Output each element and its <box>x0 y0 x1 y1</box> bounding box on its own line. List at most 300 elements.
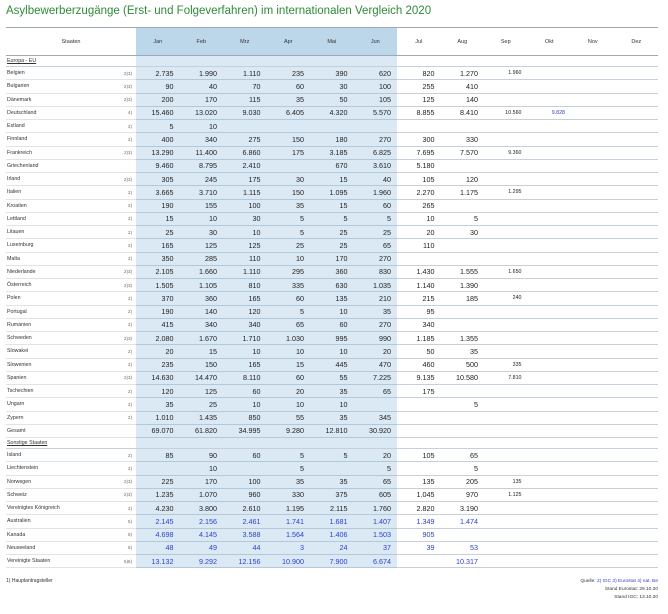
value-cell <box>528 305 572 318</box>
value-cell: 7.570 <box>441 146 485 159</box>
value-cell: 10 <box>267 398 311 411</box>
value-cell <box>571 358 615 371</box>
value-cell: 15 <box>180 345 224 358</box>
value-cell <box>484 226 528 239</box>
footnote-marker: 2) <box>118 292 136 305</box>
value-cell: 65 <box>267 318 311 331</box>
value-cell: 2.461 <box>223 515 267 528</box>
value-cell: 235 <box>136 358 180 371</box>
value-cell: 2.270 <box>397 186 441 199</box>
value-cell <box>528 120 572 133</box>
table-row <box>6 146 658 159</box>
value-cell: 1.125 <box>484 488 528 501</box>
value-cell: 25 <box>136 226 180 239</box>
value-cell <box>571 449 615 462</box>
value-cell: 61.820 <box>180 424 224 437</box>
value-cell: 150 <box>267 133 311 146</box>
value-cell <box>571 371 615 384</box>
value-cell <box>571 541 615 554</box>
value-cell: 360 <box>310 265 354 278</box>
value-cell: 5 <box>441 398 485 411</box>
value-cell: 445 <box>310 358 354 371</box>
value-cell <box>615 133 659 146</box>
value-cell <box>484 318 528 331</box>
section-cell <box>615 438 659 449</box>
footnote-marker: 2)3) <box>118 488 136 501</box>
country-name: Litauen <box>6 226 118 239</box>
country-name: Tschechien <box>6 385 118 398</box>
value-cell <box>571 93 615 106</box>
value-cell: 270 <box>354 133 398 146</box>
country-name: Rumänien <box>6 318 118 331</box>
country-name: Lettland <box>6 212 118 225</box>
value-cell: 30 <box>267 173 311 186</box>
value-cell: 1.960 <box>484 67 528 80</box>
value-cell: 5 <box>136 120 180 133</box>
value-cell: 34.995 <box>223 424 267 437</box>
footnote-marker: 4) <box>118 106 136 119</box>
value-cell: 1.195 <box>267 502 311 515</box>
value-cell <box>528 93 572 106</box>
value-cell: 3.800 <box>180 502 224 515</box>
country-name: Schweden <box>6 332 118 345</box>
value-cell: 20 <box>397 226 441 239</box>
footnote-marker: 2) <box>118 385 136 398</box>
value-cell: 1.175 <box>441 186 485 199</box>
table-row <box>6 292 658 305</box>
value-cell: 8.795 <box>180 159 224 172</box>
country-name: Vereinigte Staaten <box>6 555 118 568</box>
value-cell: 30.920 <box>354 424 398 437</box>
value-cell: 3.665 <box>136 186 180 199</box>
value-cell <box>528 292 572 305</box>
value-cell <box>615 252 659 265</box>
value-cell <box>354 398 398 411</box>
value-cell <box>484 345 528 358</box>
header-month: Jan <box>136 28 180 56</box>
section-cell <box>136 438 180 449</box>
value-cell: 1.095 <box>310 186 354 199</box>
value-cell <box>615 199 659 212</box>
value-cell: 135 <box>310 292 354 305</box>
value-cell: 990 <box>354 332 398 345</box>
value-cell <box>484 424 528 437</box>
footnote-marker: 2) <box>118 318 136 331</box>
value-cell <box>397 555 441 568</box>
section-cell <box>310 56 354 67</box>
value-cell: 100 <box>354 80 398 93</box>
value-cell <box>571 159 615 172</box>
value-cell: 14.470 <box>180 371 224 384</box>
value-cell: 30 <box>441 226 485 239</box>
value-cell: 65 <box>354 475 398 488</box>
footnote-marker: 2) <box>118 398 136 411</box>
value-cell: 48 <box>136 541 180 554</box>
value-cell: 69.070 <box>136 424 180 437</box>
footnote-marker: 2) <box>118 462 136 475</box>
country-name: Malta <box>6 252 118 265</box>
table-row <box>6 488 658 501</box>
section-cell <box>267 438 311 449</box>
table-row <box>6 133 658 146</box>
header-row <box>6 28 658 56</box>
value-cell <box>615 502 659 515</box>
value-cell <box>528 371 572 384</box>
value-cell: 1.681 <box>310 515 354 528</box>
value-cell <box>571 199 615 212</box>
value-cell: 10 <box>180 462 224 475</box>
value-cell: 1.185 <box>397 332 441 345</box>
value-cell <box>615 332 659 345</box>
footnote-marker: 2) <box>118 133 136 146</box>
value-cell <box>484 515 528 528</box>
section-label: Sonstige Staaten <box>6 438 136 449</box>
value-cell <box>528 186 572 199</box>
value-cell: 4.230 <box>136 502 180 515</box>
value-cell <box>484 133 528 146</box>
value-cell <box>571 265 615 278</box>
value-cell: 2.105 <box>136 265 180 278</box>
value-cell <box>571 252 615 265</box>
value-cell: 270 <box>354 252 398 265</box>
value-cell: 820 <box>397 67 441 80</box>
country-name: Polen <box>6 292 118 305</box>
section-cell <box>354 56 398 67</box>
value-cell: 115 <box>223 93 267 106</box>
value-cell: 60 <box>223 449 267 462</box>
value-cell: 235 <box>267 67 311 80</box>
page-title: Asylbewerberzugänge (Erst- und Folgeverfahren) im internationalen Vergleich 2020 <box>6 5 432 17</box>
country-name: Neuseeland <box>6 541 118 554</box>
value-cell: 7.810 <box>484 371 528 384</box>
value-cell <box>615 528 659 541</box>
value-cell: 8.855 <box>397 106 441 119</box>
source-label: Quelle: <box>580 579 596 584</box>
value-cell: 175 <box>397 385 441 398</box>
value-cell <box>571 226 615 239</box>
value-cell: 15 <box>267 358 311 371</box>
value-cell: 415 <box>136 318 180 331</box>
value-cell <box>528 67 572 80</box>
table-row <box>6 305 658 318</box>
value-cell <box>441 424 485 437</box>
value-cell <box>615 475 659 488</box>
value-cell <box>615 305 659 318</box>
table-row <box>6 93 658 106</box>
footnote-marker: 2)3) <box>118 265 136 278</box>
value-cell <box>615 146 659 159</box>
value-cell: 10 <box>223 226 267 239</box>
value-cell <box>484 239 528 252</box>
value-cell: 190 <box>136 305 180 318</box>
value-cell: 35 <box>441 345 485 358</box>
value-cell: 205 <box>441 475 485 488</box>
value-cell <box>528 541 572 554</box>
country-name: Bulgarien <box>6 80 118 93</box>
value-cell: 850 <box>223 411 267 424</box>
value-cell: 10 <box>310 398 354 411</box>
table-row <box>6 199 658 212</box>
value-cell: 1.110 <box>223 265 267 278</box>
value-cell: 9.030 <box>223 106 267 119</box>
value-cell: 135 <box>397 475 441 488</box>
value-cell: 53 <box>441 541 485 554</box>
country-name: Ungarn <box>6 398 118 411</box>
value-cell <box>484 212 528 225</box>
header-month: Mai <box>310 28 354 56</box>
value-cell <box>441 159 485 172</box>
value-cell: 340 <box>180 318 224 331</box>
value-cell: 165 <box>136 239 180 252</box>
value-cell: 335 <box>267 279 311 292</box>
value-cell: 20 <box>354 449 398 462</box>
value-cell: 2.410 <box>223 159 267 172</box>
value-cell: 3.190 <box>441 502 485 515</box>
footnote-marker <box>118 159 136 172</box>
value-cell: 1.110 <box>223 67 267 80</box>
value-cell: 60 <box>267 80 311 93</box>
footnote-marker: 2) <box>118 226 136 239</box>
country-name: Österreich <box>6 279 118 292</box>
value-cell: 1.555 <box>441 265 485 278</box>
header-month: Feb <box>180 28 224 56</box>
country-name: Liechtenstein <box>6 462 118 475</box>
value-cell: 50 <box>310 93 354 106</box>
value-cell <box>571 475 615 488</box>
value-cell <box>615 239 659 252</box>
footnote-marker: 2) <box>118 345 136 358</box>
value-cell: 1.741 <box>267 515 311 528</box>
value-cell: 35 <box>267 475 311 488</box>
value-cell: 8.110 <box>223 371 267 384</box>
table-row <box>6 449 658 462</box>
value-cell <box>571 385 615 398</box>
value-cell <box>441 528 485 541</box>
value-cell: 140 <box>180 305 224 318</box>
value-cell <box>484 385 528 398</box>
value-cell: 100 <box>223 475 267 488</box>
value-cell: 5 <box>354 462 398 475</box>
value-cell: 1.505 <box>136 279 180 292</box>
table-row <box>6 555 658 568</box>
country-name: Finnland <box>6 133 118 146</box>
value-cell <box>615 173 659 186</box>
value-cell: 210 <box>354 292 398 305</box>
value-cell: 960 <box>223 488 267 501</box>
value-cell: 65 <box>354 239 398 252</box>
section-cell <box>528 438 572 449</box>
value-cell: 140 <box>441 93 485 106</box>
value-cell: 25 <box>354 226 398 239</box>
value-cell: 60 <box>223 385 267 398</box>
value-cell <box>528 159 572 172</box>
value-cell: 670 <box>310 159 354 172</box>
value-cell: 120 <box>441 173 485 186</box>
value-cell: 105 <box>397 449 441 462</box>
footnote-marker: 5) <box>118 541 136 554</box>
value-cell: 5 <box>354 212 398 225</box>
section-cell <box>441 56 485 67</box>
value-cell: 10.560 <box>484 106 528 119</box>
value-cell <box>484 528 528 541</box>
value-cell: 620 <box>354 67 398 80</box>
value-cell: 5 <box>441 462 485 475</box>
value-cell: 13.020 <box>180 106 224 119</box>
value-cell <box>484 93 528 106</box>
value-cell: 15 <box>310 173 354 186</box>
source-block <box>580 578 658 602</box>
footnote-marker: 2)3) <box>118 67 136 80</box>
value-cell <box>528 488 572 501</box>
value-cell: 1.435 <box>180 411 224 424</box>
value-cell <box>615 292 659 305</box>
value-cell: 110 <box>223 252 267 265</box>
value-cell: 410 <box>441 80 485 93</box>
value-cell: 10 <box>267 252 311 265</box>
value-cell: 340 <box>180 133 224 146</box>
table-row <box>6 528 658 541</box>
table-row <box>6 226 658 239</box>
value-cell: 65 <box>441 449 485 462</box>
value-cell <box>615 226 659 239</box>
footnote-marker: 5)6) <box>118 555 136 568</box>
value-cell: 5 <box>310 212 354 225</box>
value-cell: 810 <box>223 279 267 292</box>
value-cell <box>615 318 659 331</box>
value-cell: 275 <box>223 133 267 146</box>
value-cell: 20 <box>354 345 398 358</box>
value-cell: 10 <box>397 212 441 225</box>
value-cell: 215 <box>397 292 441 305</box>
value-cell: 6.825 <box>354 146 398 159</box>
value-cell: 35 <box>310 385 354 398</box>
value-cell <box>571 555 615 568</box>
value-cell <box>223 462 267 475</box>
value-cell: 1.070 <box>180 488 224 501</box>
value-cell: 24 <box>310 541 354 554</box>
footnote-marker: 2) <box>118 502 136 515</box>
value-cell: 180 <box>310 133 354 146</box>
value-cell: 9.280 <box>267 424 311 437</box>
table-row <box>6 67 658 80</box>
section-cell <box>441 438 485 449</box>
footnote-marker: 2) <box>118 305 136 318</box>
value-cell: 1.660 <box>180 265 224 278</box>
table-row <box>6 358 658 371</box>
value-cell: 1.670 <box>180 332 224 345</box>
value-cell: 240 <box>484 292 528 305</box>
value-cell: 10 <box>310 345 354 358</box>
value-cell: 49 <box>180 541 224 554</box>
value-cell: 4.320 <box>310 106 354 119</box>
value-cell <box>528 475 572 488</box>
value-cell <box>484 555 528 568</box>
table-row <box>6 371 658 384</box>
value-cell: 9.360 <box>484 146 528 159</box>
value-cell: 1.407 <box>354 515 398 528</box>
value-cell: 2.610 <box>223 502 267 515</box>
value-cell <box>484 279 528 292</box>
footnote-marker: 2) <box>118 186 136 199</box>
value-cell: 1.564 <box>267 528 311 541</box>
value-cell: 165 <box>223 358 267 371</box>
value-cell <box>615 358 659 371</box>
value-cell <box>441 318 485 331</box>
value-cell: 390 <box>310 67 354 80</box>
value-cell: 10 <box>267 345 311 358</box>
value-cell: 175 <box>223 173 267 186</box>
value-cell: 30 <box>310 80 354 93</box>
value-cell: 5.180 <box>397 159 441 172</box>
value-cell: 120 <box>223 305 267 318</box>
value-cell <box>615 212 659 225</box>
value-cell: 340 <box>223 318 267 331</box>
value-cell: 125 <box>397 93 441 106</box>
value-cell: 1.035 <box>354 279 398 292</box>
value-cell: 5.570 <box>354 106 398 119</box>
value-cell <box>615 371 659 384</box>
value-cell: 1.760 <box>354 502 398 515</box>
value-cell <box>571 106 615 119</box>
value-cell: 100 <box>223 199 267 212</box>
value-cell: 95 <box>397 305 441 318</box>
value-cell <box>484 159 528 172</box>
value-cell <box>571 133 615 146</box>
value-cell: 4.698 <box>136 528 180 541</box>
value-cell: 90 <box>136 80 180 93</box>
header-month: Mrz <box>223 28 267 56</box>
value-cell <box>528 462 572 475</box>
asylum-table-container <box>6 27 658 568</box>
value-cell <box>397 424 441 437</box>
value-cell <box>528 199 572 212</box>
table-row <box>6 265 658 278</box>
value-cell: 375 <box>310 488 354 501</box>
value-cell: 10.900 <box>267 555 311 568</box>
value-cell: 10.580 <box>441 371 485 384</box>
value-cell <box>441 385 485 398</box>
header-month: Aug <box>441 28 485 56</box>
country-name: Island <box>6 449 118 462</box>
header-month: Nov <box>571 28 615 56</box>
value-cell: 10 <box>180 212 224 225</box>
country-name: Vereinigtes Königreich <box>6 502 118 515</box>
value-cell: 1.650 <box>484 265 528 278</box>
footnote-marker: 2)3) <box>118 279 136 292</box>
value-cell: 175 <box>267 146 311 159</box>
header-month: Jul <box>397 28 441 56</box>
section-cell <box>223 56 267 67</box>
value-cell: 60 <box>310 318 354 331</box>
value-cell: 7.900 <box>310 555 354 568</box>
value-cell <box>615 555 659 568</box>
value-cell <box>441 239 485 252</box>
footnote-marker: 5) <box>118 528 136 541</box>
value-cell: 1.474 <box>441 515 485 528</box>
value-cell: 1.270 <box>441 67 485 80</box>
value-cell <box>528 146 572 159</box>
value-cell: 245 <box>180 173 224 186</box>
value-cell: 6.860 <box>223 146 267 159</box>
country-name: Irland <box>6 173 118 186</box>
value-cell: 25 <box>267 239 311 252</box>
value-cell: 60 <box>267 292 311 305</box>
value-cell: 1.010 <box>136 411 180 424</box>
value-cell: 1.960 <box>354 186 398 199</box>
value-cell <box>571 528 615 541</box>
value-cell: 330 <box>267 488 311 501</box>
value-cell: 39 <box>397 541 441 554</box>
